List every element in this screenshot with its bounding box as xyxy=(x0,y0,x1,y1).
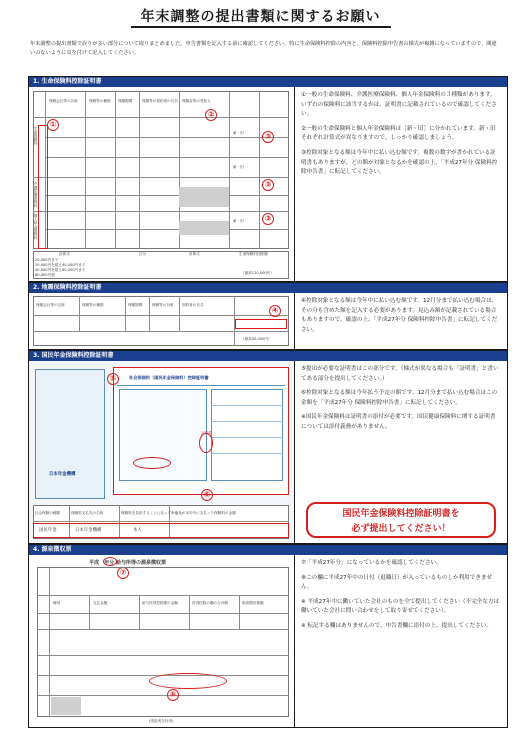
form-line xyxy=(179,296,180,331)
side-label: 個人年金保険料 xyxy=(34,214,38,240)
highlight-box xyxy=(38,125,48,249)
col-label: あなたが本年中に支払った保険料の金額 xyxy=(171,511,236,515)
section-body xyxy=(29,293,507,349)
highlight-oval xyxy=(149,673,227,689)
form-line xyxy=(45,157,289,158)
slip-title-rest: 年分 給与所得の源泉徴収票 xyxy=(104,560,166,566)
col-label: 保険料を負担することになっている人 xyxy=(121,511,183,515)
form-frame xyxy=(33,91,289,249)
note-8: ⑦「平成27年分」になっているかを確認してください。 xyxy=(301,560,442,566)
col-label: 社会保険の種類 xyxy=(35,511,61,515)
limit-text: （最高120,000円） xyxy=(241,271,274,275)
calc-row: 40,000円を超え80,000円まで xyxy=(35,268,86,272)
col-label: 保険会社等の名称 xyxy=(36,303,65,307)
calc-header: 区分 xyxy=(139,252,147,256)
section-header: 1. 生命保険料控除証明書 xyxy=(29,77,507,87)
calc-header: 生命保険料控除額 xyxy=(239,252,268,256)
highlight-oval xyxy=(199,433,213,453)
callout-text: 国民年金保険料控除証明書を 必ず提出してください！ xyxy=(342,509,460,534)
calc-row: 80,000円超 xyxy=(35,273,55,277)
calc-header: 計算式 xyxy=(189,252,200,256)
note-6: ⑥控除対象となる額は今年払う予定の額です。12月分まで払い込む場合はこの金額を「平成27年分 保険料控除申告書」に転記してください。 xyxy=(301,390,498,406)
col-label: 保険等の種類 xyxy=(82,303,104,307)
note-7: ※国民年金保険料は証明書の添付が必要です。国民健康保険料に関する証明書については添付義務がありません。 xyxy=(301,414,496,430)
section-earthquake-insurance xyxy=(28,282,508,350)
row-label: 新・旧 xyxy=(233,131,244,135)
envelope xyxy=(35,369,105,499)
form-line xyxy=(37,629,289,630)
highlight-box xyxy=(235,319,287,329)
certificate-box-label: 証明書 xyxy=(201,431,212,435)
calc-row: 20,000円を超え40,000円まで xyxy=(35,263,86,267)
limit-text: （最高50,000円） xyxy=(241,337,272,341)
side-label: 介護医療保険料 xyxy=(34,182,38,208)
note-5: ⑤提出が必要な証明書はこの部分です。（様式が異なる場合も「証明書」と書いてある部分を提出してください。） xyxy=(301,366,499,382)
form-line xyxy=(33,177,289,178)
note-10: ※ 平成27年中に働いていた会社のものを全て提出してください（不完全な方は働いていた会社に問い合わせをして取り寄せてください）。 xyxy=(301,598,500,615)
form-line xyxy=(239,595,240,629)
form-line xyxy=(229,91,230,249)
cell-value: 国民年金 xyxy=(39,528,57,533)
marker-8: ⑧ xyxy=(167,689,179,701)
shaded-cell xyxy=(51,697,81,715)
marker-3: ③ xyxy=(262,179,274,191)
form-line xyxy=(33,521,289,522)
highlight-box xyxy=(33,523,289,538)
slip-title-year: 平成 xyxy=(89,560,100,566)
marker-3: ③ xyxy=(262,213,274,225)
col-label: 保険会社等の名称 xyxy=(49,99,78,103)
form-line xyxy=(139,91,140,249)
col-label: 保険料支払先の名称 xyxy=(71,511,104,515)
marker-5: ⑤ xyxy=(107,373,119,385)
section-header: 3. 国民年金保険料控除証明書 xyxy=(29,351,507,361)
note-4: ④控除対象となる額は今年中に払い込む額です。12月分まで払い込む場合は、その分も含めた額を記入する必要があります。見込み額が記載されている場合もありますので、確認の上、「平成27年分 保険料控除申告書」に転記してください。 xyxy=(301,298,498,333)
intro-text: 年末調整の提出書類で誤りが多い部分について取りまとめました。申告書類を記入する前に確認してください。特に生命保険料控除の内容と、保険料控除申告書の様式が複雑になっていますので、間違いのないように気を付けて記入してください。 xyxy=(30,41,497,56)
highlight-oval xyxy=(103,557,117,566)
withholding-form xyxy=(29,555,295,727)
section-life-insurance xyxy=(28,76,508,282)
certificate-title: 社会保険料（国民年金保険料）控除証明書 xyxy=(129,375,209,380)
form-line xyxy=(37,695,289,696)
highlight-box xyxy=(113,367,289,495)
col-label: 保険期間 xyxy=(128,303,143,307)
col-label: 所得控除の額の合計額 xyxy=(192,601,228,605)
section-body xyxy=(29,87,507,281)
slip-footer: (受給者交付用) xyxy=(149,719,174,723)
life-insurance-form xyxy=(29,87,295,281)
shaded-cell xyxy=(179,221,229,235)
col-label: 保険等の種類 xyxy=(89,99,111,103)
pension-callout xyxy=(306,502,496,538)
section-notes xyxy=(295,87,507,281)
form-line xyxy=(33,117,289,118)
row-label: 新・旧 xyxy=(233,219,244,223)
row-label: 新・旧 xyxy=(233,165,244,169)
section-header: 2. 地震保険料控除証明書 xyxy=(29,283,507,293)
form-line xyxy=(259,91,260,249)
note-11: ※ 転記する欄はありませんので、申告書欄に添付の上、提出してください。 xyxy=(301,622,492,629)
form-line xyxy=(189,595,190,629)
form-line xyxy=(45,229,289,230)
cell-value: 本人 xyxy=(133,528,142,533)
col-label: 支払金額 xyxy=(93,601,108,605)
note-3: ③控除対象となる額は今年中に払い込む額です。複数の数字が書かれている証明書もありますが、どの額が対象となるかを確認の上、「平成27年分 保険料控除申告書」に転記してください。 xyxy=(301,149,498,176)
earthquake-form xyxy=(29,293,295,349)
highlight-oval xyxy=(133,457,171,469)
form-line xyxy=(89,595,90,629)
col-label: 保険等の対象 xyxy=(152,303,174,307)
pension-form xyxy=(29,361,295,543)
marker-6: ⑥ xyxy=(201,489,213,501)
section-body xyxy=(29,555,507,727)
page-title-text: 年末調整の提出書類に関するお願い xyxy=(131,9,391,28)
col-label: 保険期間 xyxy=(118,99,133,103)
side-label: 生命保険料 xyxy=(34,127,38,145)
col-label: 源泉徴収税額 xyxy=(242,601,264,605)
slip-title xyxy=(89,559,166,566)
form-line xyxy=(45,195,289,196)
marker-4: ④ xyxy=(269,305,281,317)
col-label: 保険金等の受取人 xyxy=(182,99,211,103)
form-line xyxy=(79,296,80,331)
form-line xyxy=(125,296,126,331)
section-header: 4. 源泉徴収票 xyxy=(29,545,507,555)
section-notes xyxy=(295,293,507,349)
cell-value: 日本年金機構 xyxy=(75,528,102,533)
form-line xyxy=(49,567,50,717)
calc-header: 計算式 xyxy=(59,252,70,256)
form-line xyxy=(33,331,289,332)
form-line xyxy=(115,91,116,249)
note-9: ⑧この欄に平成27年中の日付（退職日）が入っているものしか利用できません。 xyxy=(301,574,493,591)
page-title xyxy=(0,6,521,26)
marker-7: ⑦ xyxy=(117,567,129,579)
form-line xyxy=(85,91,86,249)
form-line xyxy=(139,595,140,629)
form-line xyxy=(37,595,289,596)
form-line xyxy=(149,296,150,331)
form-line xyxy=(33,211,289,212)
calc-row: 20,000円まで xyxy=(35,258,59,262)
shaded-cell xyxy=(179,187,229,207)
section-withholding-slip xyxy=(28,544,508,728)
marker-1: ① xyxy=(47,119,59,131)
envelope-label: 日本年金機構 xyxy=(49,472,76,477)
note-2: ②一般の生命保険料と個人年金保険料は［新・旧］に分かれています。新・旧それぞれ計算式が異なりますので、しっかり確認しましょう。 xyxy=(301,125,496,142)
col-label: 契約者の氏名 xyxy=(182,303,204,307)
marker-3: ③ xyxy=(262,131,274,143)
col-label: 種別 xyxy=(53,601,61,605)
note-1: ①一般の生命保険料、介護医療保険料、個人年金保険料の３種類があります。いずれの保険料に該当するかは、証明書に記載されているので確認してください。 xyxy=(301,92,497,118)
section-notes xyxy=(295,555,507,727)
col-label: 給与所得控除後の金額 xyxy=(142,601,178,605)
form-line xyxy=(33,315,289,316)
col-label: 保険等の契約者の氏名 xyxy=(142,99,178,103)
form-line xyxy=(45,137,289,138)
form-line xyxy=(37,613,289,614)
form-line xyxy=(37,655,289,656)
marker-2: ② xyxy=(205,109,217,121)
